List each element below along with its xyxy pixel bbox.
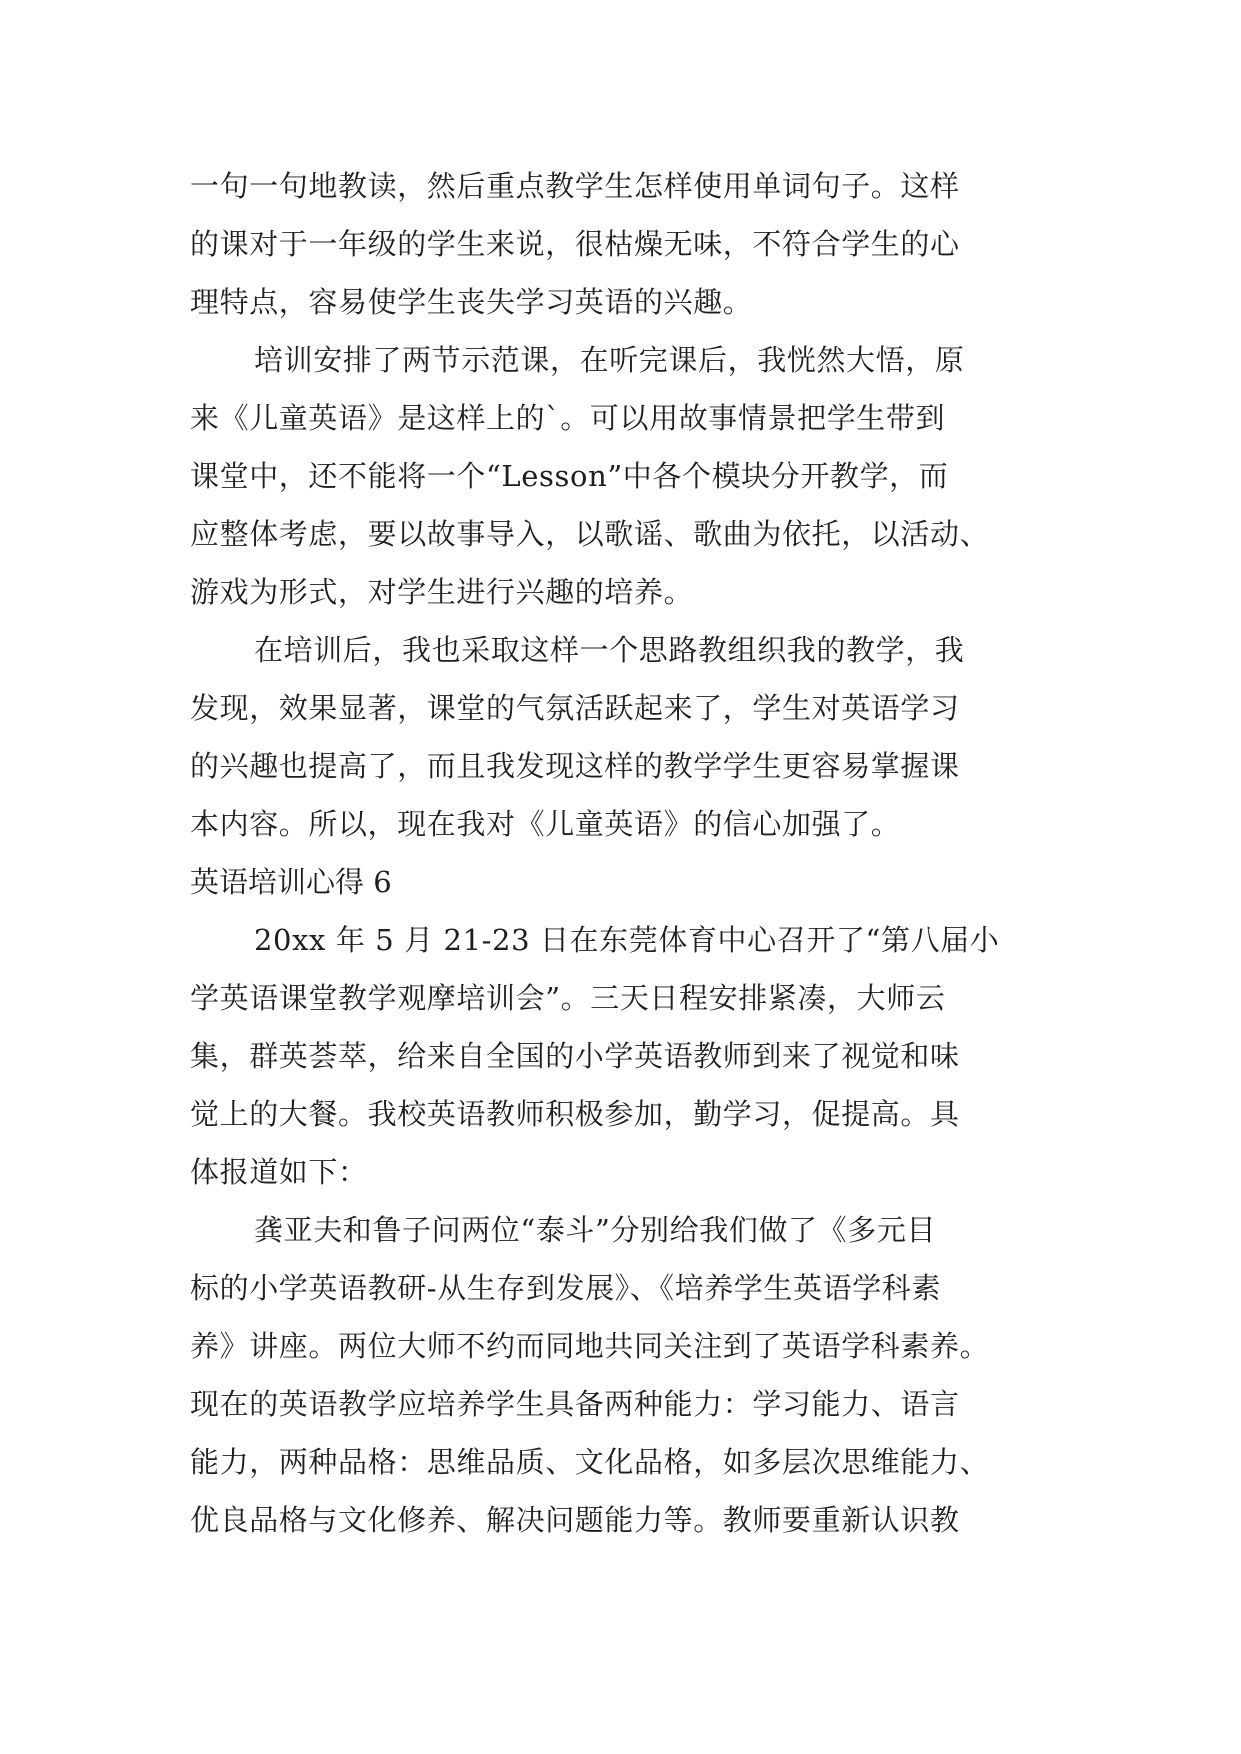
text-line: 应整体考虑，要以故事导入，以歌谣、歌曲为依托，以活动、 [190,517,990,551]
text-line: 龚亚夫和鲁子问两位“泰斗”分别给我们做了《多元目 [254,1213,937,1247]
text-line: 的兴趣也提高了，而且我发现这样的教学学生更容易掌握课 [190,749,960,783]
text-line: 游戏为形式，对学生进行兴趣的培养。 [190,575,694,609]
text-line: 养》讲座。两位大师不约而同地共同关注到了英语学科素养。 [190,1329,990,1363]
text-line: 在培训后，我也采取这样一个思路教组织我的教学，我 [254,633,965,667]
text-line: 优良品格与文化修养、解决问题能力等。教师要重新认识教 [190,1503,960,1537]
text-line: 来《儿童英语》是这样上的`。可以用故事情景把学生带到 [190,401,946,435]
text-line: 的课对于一年级的学生来说，很枯燥无味，不符合学生的心 [190,227,960,261]
text-line: 培训安排了两节示范课，在听完课后，我恍然大悟，原 [254,343,965,377]
text-line: 课堂中，还不能将一个“Lesson”中各个模块分开教学，而 [190,459,949,493]
text-line: 发现，效果显著，课堂的气氛活跃起来了，学生对英语学习 [190,691,960,725]
section-heading: 英语培训心得 6 [190,865,392,899]
text-line: 标的小学英语教研-从生存到发展》、《培养学生英语学科素 [190,1271,941,1305]
text-line: 现在的英语教学应培养学生具备两种能力：学习能力、语言 [190,1387,960,1421]
text-line: 本内容。所以，现在我对《儿童英语》的信心加强了。 [190,807,901,841]
text-line: 集，群英荟萃，给来自全国的小学英语教师到来了视觉和味 [190,1039,960,1073]
paragraph-2 [190,331,1050,621]
paragraph-3 [190,621,1050,853]
text-line: 能力，两种品格：思维品质、文化品格，如多层次思维能力、 [190,1445,990,1479]
document-body [190,157,1050,1549]
paragraph-5 [190,1201,1050,1549]
text-line: 一句一句地教读，然后重点教学生怎样使用单词句子。这样 [190,169,960,203]
text-line: 20xx 年 5 月 21-23 日在东莞体育中心召开了“第八届小 [254,923,1000,957]
text-line: 觉上的大餐。我校英语教师积极参加，勤学习，促提高。具 [190,1097,960,1131]
text-line: 学英语课堂教学观摩培训会”。三天日程安排紧凑，大师云 [190,981,946,1015]
text-line: 理特点，容易使学生丧失学习英语的兴趣。 [190,285,753,319]
paragraph-1 [190,157,1050,331]
paragraph-4 [190,911,1050,1201]
text-line: 体报道如下： [190,1155,368,1189]
